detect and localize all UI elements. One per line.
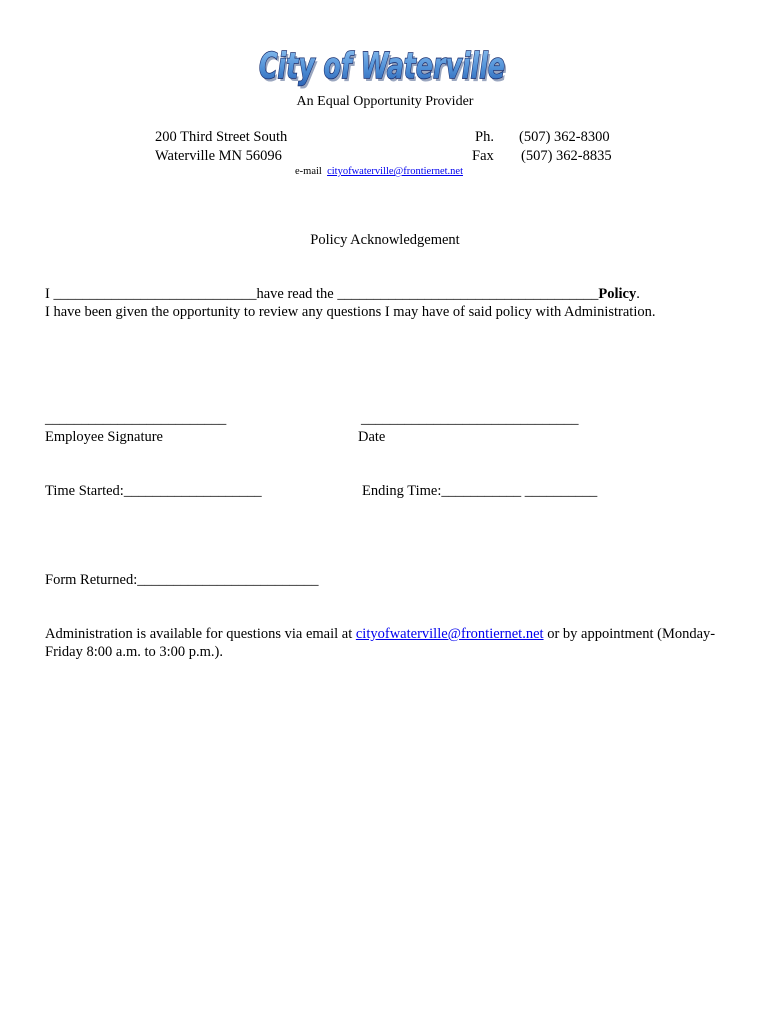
date-label: Date bbox=[358, 429, 386, 445]
address-street: 200 Third Street South bbox=[155, 129, 288, 145]
policy-word: Policy bbox=[598, 286, 637, 302]
address-city: Waterville MN 56096 bbox=[155, 148, 282, 164]
admin-note-prefix: Administration is available for questions via email at bbox=[45, 626, 356, 642]
tagline: An Equal Opportunity Provider bbox=[296, 94, 474, 109]
signature-blank[interactable]: _________________________ bbox=[45, 411, 227, 427]
email-link[interactable]: cityofwaterville@frontiernet.net bbox=[327, 166, 463, 177]
time-started-field[interactable]: Time Started:___________________ bbox=[45, 483, 262, 499]
acknowledgement-review-text: I have been given the opportunity to review any questions I may have of said policy with Administration. bbox=[45, 304, 656, 320]
city-logo bbox=[256, 38, 516, 94]
acknowledgement-period: . bbox=[636, 286, 640, 302]
city-logo-graphic bbox=[256, 38, 516, 94]
signature-label: Employee Signature bbox=[45, 429, 163, 445]
administration-note bbox=[45, 625, 735, 661]
form-returned-field[interactable]: Form Returned:_________________________ bbox=[45, 572, 319, 588]
logo-text: City of Waterville bbox=[259, 46, 505, 87]
email-label: e-mail bbox=[295, 166, 322, 177]
acknowledgement-statement bbox=[45, 286, 640, 303]
email-row bbox=[295, 166, 463, 177]
date-blank[interactable]: ______________________________ bbox=[361, 411, 579, 427]
admin-email-link[interactable]: cityofwaterville@frontiernet.net bbox=[355, 626, 544, 642]
phone-value: (507) 362-8300 bbox=[519, 129, 610, 145]
document-title: Policy Acknowledgement bbox=[310, 232, 460, 248]
logo-shadow: City of Waterville bbox=[261, 49, 507, 90]
fax-value: (507) 362-8835 bbox=[521, 148, 612, 164]
fax-label: Fax bbox=[472, 148, 494, 164]
ending-time-field[interactable]: Ending Time:___________ __________ bbox=[362, 483, 598, 499]
phone-label: Ph. bbox=[475, 129, 494, 145]
acknowledgement-blanks: I ____________________________have read the ____________________________________ bbox=[45, 286, 599, 302]
admin-note-suffix: or by appointment (Monday-Friday 8:00 a.m. to 3:00 p.m.). bbox=[45, 626, 716, 660]
